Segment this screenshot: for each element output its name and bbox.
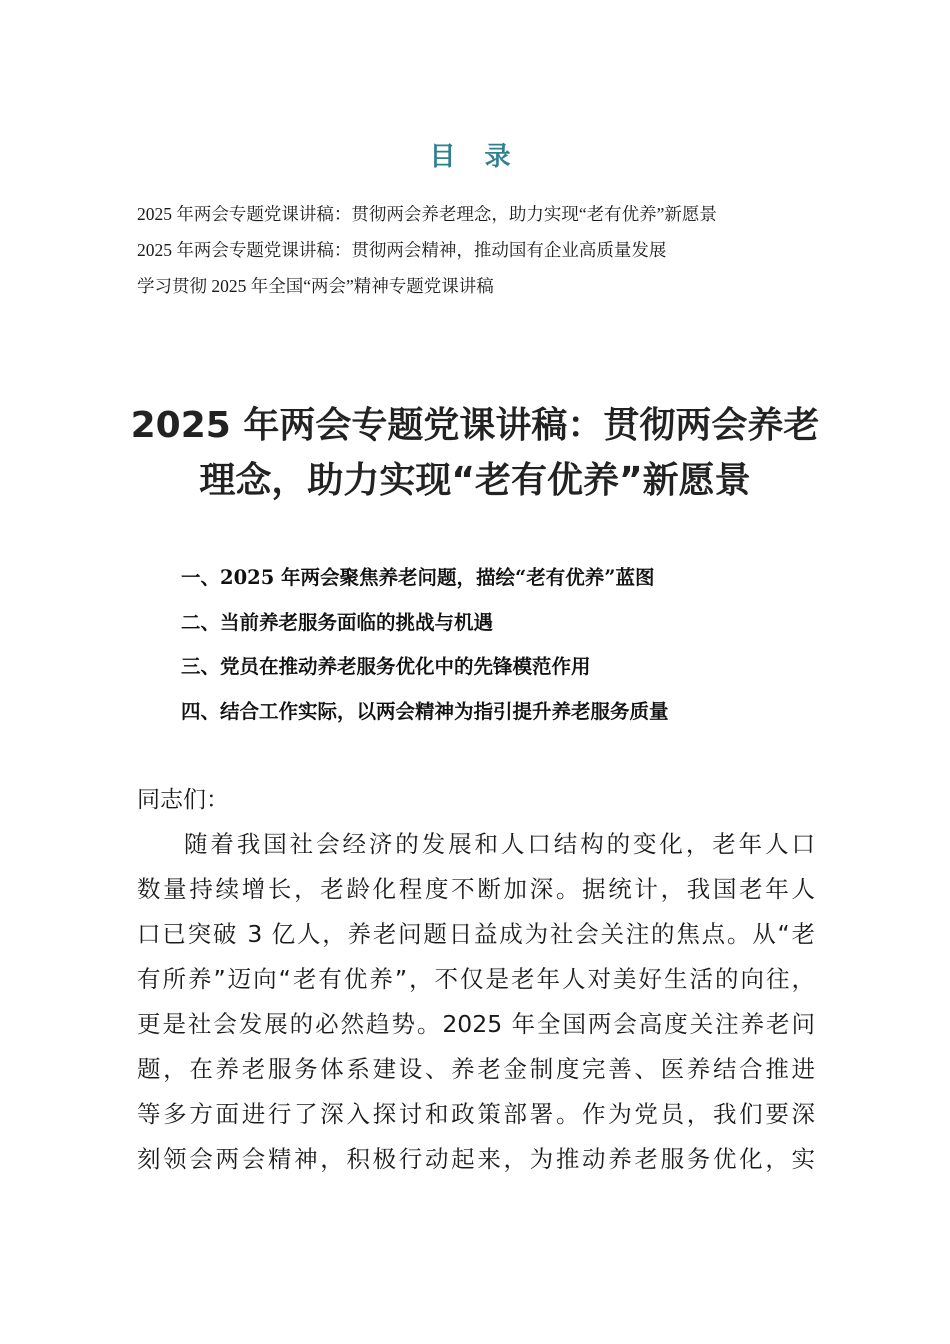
document-title-line-1: 2025 年两会专题党课讲稿：贯彻两会养老 (130, 405, 820, 446)
toc-title: 目 录 (429, 142, 521, 172)
table-of-contents (137, 196, 837, 304)
body-line-2: 数量持续增长，老龄化程度不断加深。据统计，我国老年人 (137, 875, 815, 903)
section-outline (181, 556, 831, 734)
toc-item-1[interactable]: 2025 年两会专题党课讲稿：贯彻两会养老理念，助力实现“老有优养”新愿景 (137, 204, 717, 224)
document-title (120, 398, 830, 508)
body-line-7: 等多方面进行了深入探讨和政策部署。作为党员，我们要深 (137, 1100, 815, 1128)
body-line-4: 有所养”迈向“老有优养”，不仅是老年人对美好生活的向往， (137, 965, 815, 993)
outline-item-4: 四、结合工作实际，以两会精神为指引提升养老服务质量 (181, 699, 669, 723)
outline-item-3: 三、党员在推动养老服务优化中的先锋模范作用 (181, 655, 591, 678)
body-line-6: 题，在养老服务体系建设、养老金制度完善、医养结合推进 (137, 1055, 815, 1083)
document-title-line-2: 理念，助力实现“老有优养”新愿景 (199, 460, 751, 501)
toc-item-3[interactable]: 学习贯彻 2025 年全国“两会”精神专题党课讲稿 (137, 276, 494, 296)
toc-item-2[interactable]: 2025 年两会专题党课讲稿：贯彻两会精神，推动国有企业高质量发展 (137, 240, 667, 260)
body-line-8: 刻领会两会精神，积极行动起来，为推动养老服务优化，实 (137, 1145, 815, 1173)
outline-item-1: 一、2025 年两会聚焦养老问题，描绘“老有优养”蓝图 (181, 566, 655, 589)
body-line-1: 随着我国社会经济的发展和人口结构的变化，老年人口 (184, 830, 815, 858)
outline-item-2: 二、当前养老服务面临的挑战与机遇 (181, 610, 494, 634)
body-line-3: 口已突破 3 亿人，养老问题日益成为社会关注的焦点。从“老 (137, 920, 815, 948)
salutation: 同志们： (137, 787, 229, 813)
body-line-5: 更是社会发展的必然趋势。2025 年全国两会高度关注养老问 (137, 1010, 815, 1038)
body-paragraph (137, 822, 815, 1182)
